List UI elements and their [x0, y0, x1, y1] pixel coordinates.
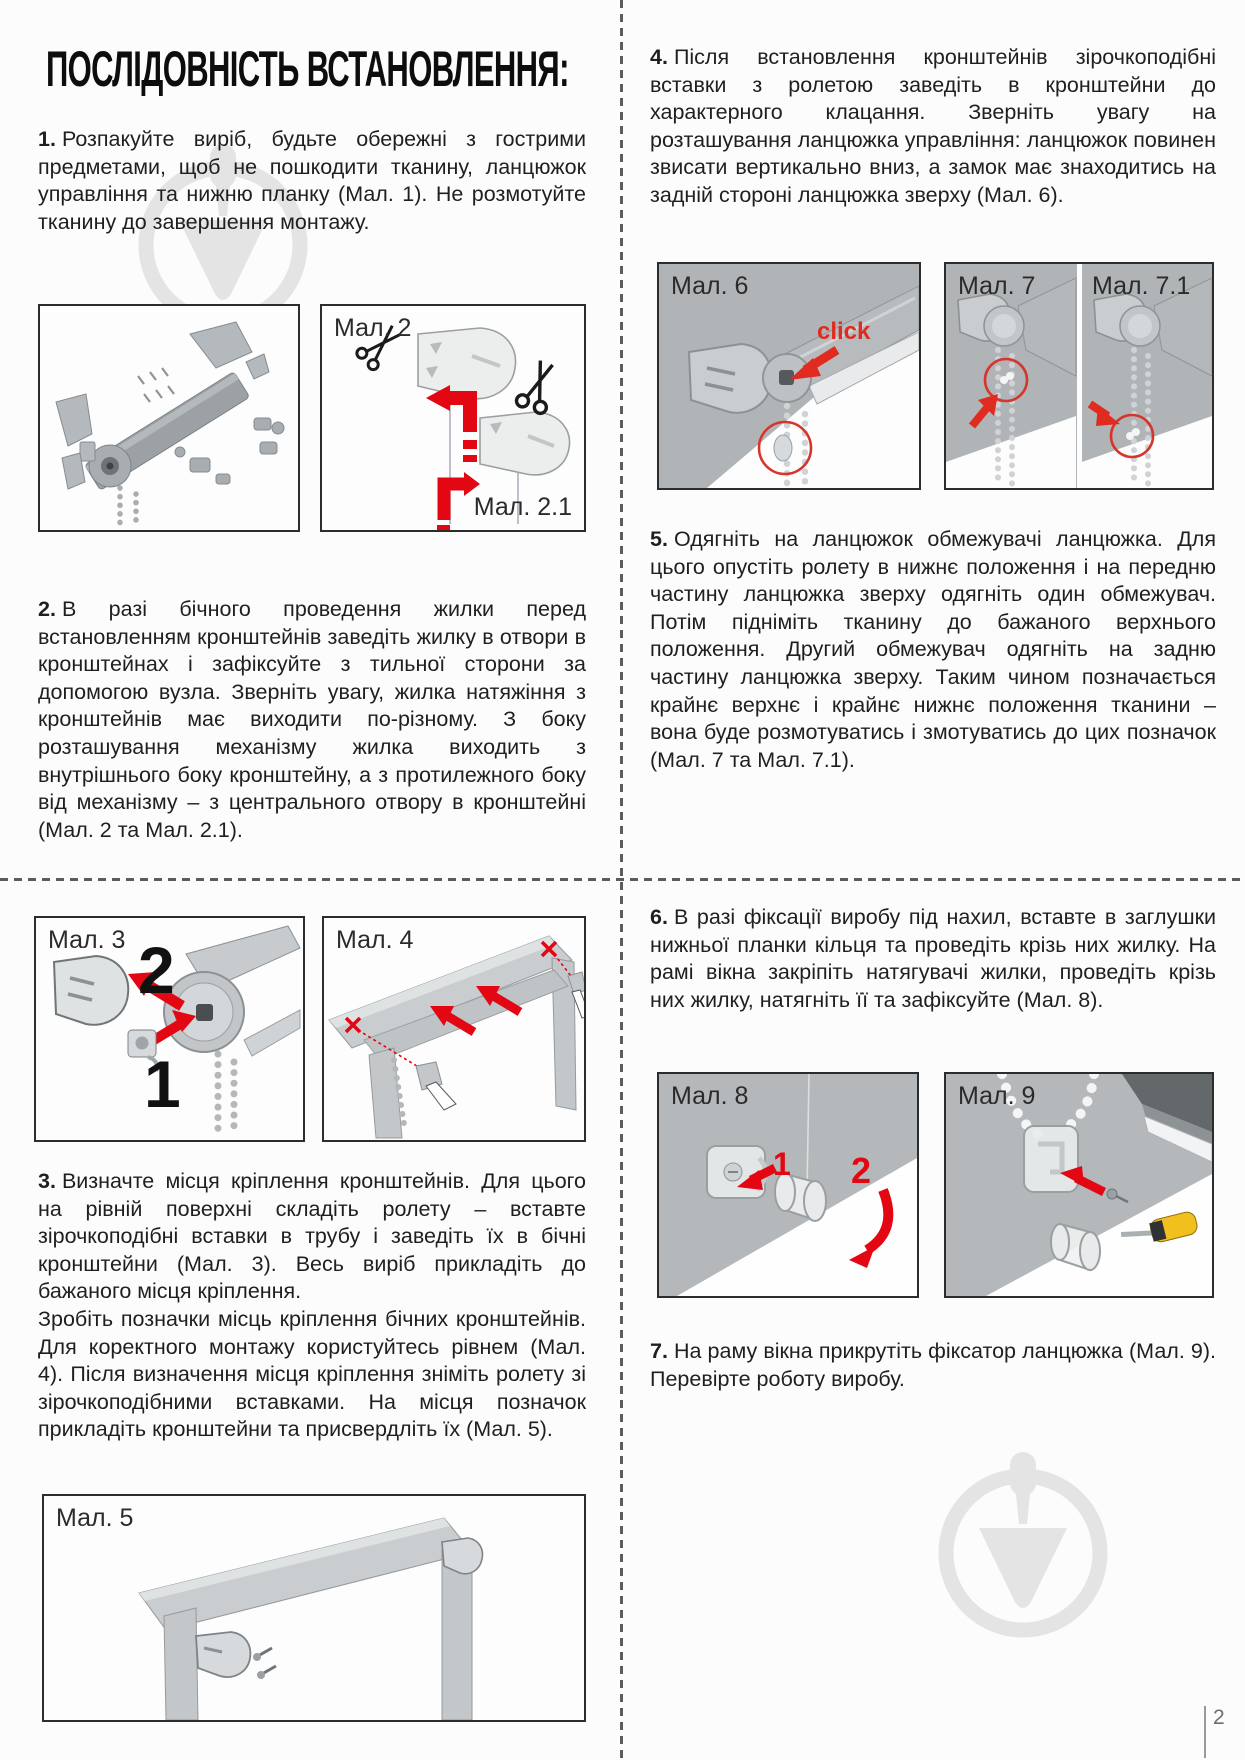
- step-text: В разі бічного проведення жилки перед встановленням кронштейнів заведіть жилку в отвори в кронштейнах і зафіксуйте з тильної сторони за допомогою вузла. Зверніть увагу, жилка натяжіння з кронштейнів має виходити по-різному. З боку розташування механізму жилка виходить з внутрішнього боку кронштейну, а з протилежного боку від механізму – з центрального отвору в кронштейні (Мал. 2 та Мал. 2.1).: [38, 597, 586, 842]
- click-annotation: click: [817, 318, 871, 345]
- panel-divider: [1077, 264, 1082, 488]
- step-2-paragraph: [38, 596, 586, 844]
- brand-watermark-icon: [933, 1450, 1113, 1645]
- section-divider-dashed: [0, 878, 1245, 881]
- step-text: Одягніть на ланцюжок обмежувачі ланцюжка. Для цього опустіть ролету в нижнє положення і на передню частину ланцюжка зверху одягніть один обмежувач. Потім підніміть тканину до бажаного верхнього положення. Другий обмежувач одягніть на задню частину ланцюжка зверху. Таким чином позначається крайнє верхнє і крайнє нижнє положення тканини – вона буде розмотуватись і змотуватись до цих позначок (Мал. 7 та Мал. 7.1).: [650, 527, 1216, 772]
- figure-label: Мал. 2.1: [473, 493, 572, 521]
- step-number: 6.: [650, 905, 668, 929]
- step-7-paragraph: [650, 1338, 1216, 1393]
- step-3-paragraph: [38, 1168, 586, 1444]
- figure-mal-9: [944, 1072, 1214, 1298]
- page-title: ПОСЛІДОВНІСТЬ ВСТАНОВЛЕННЯ:: [46, 41, 569, 97]
- sequence-number-1: 1: [144, 1047, 181, 1121]
- page-number: 2: [1213, 1706, 1225, 1729]
- page-number-rule: [1204, 1706, 1206, 1758]
- step-3-part-2: [38, 1306, 586, 1444]
- step-number: 1.: [38, 127, 56, 151]
- step-text: Зробіть позначки місць кріплення бічних кронштейнів. Для коректного монтажу користуйтесь рівнем (Мал. 4). Після визначення місця кріплення зніміть ролету зі зірочкоподібними вставками. На місця позначок прикладіть кронштейни та присвердліть їх (Мал. 5).: [38, 1306, 586, 1442]
- figure-label: Мал. 3: [48, 926, 126, 954]
- figure-mal-3: [34, 916, 305, 1142]
- step-5-paragraph: [650, 526, 1216, 774]
- step-4-paragraph: [650, 44, 1216, 210]
- fig1-illustration: [40, 306, 298, 530]
- step-number: 4.: [650, 45, 668, 69]
- step-number: 5.: [650, 527, 668, 551]
- step-text: Після встановлення кронштейнів зірочкоподібні вставки з ролетою заведіть в кронштейни до характерного клацання. Зверніть увагу на розташування ланцюжка управління: ланцюжок повинен звисати вертикально вниз, а замок має знаходитись на задній стороні ланцюжка зверху (Мал. 6).: [650, 45, 1216, 207]
- sequence-number-2: 2: [851, 1150, 872, 1191]
- figure-mal-2: [320, 304, 586, 532]
- step-1-paragraph: [38, 126, 586, 236]
- step-text: Визначте місця кріплення кронштейнів. Для цього на рівній поверхні складіть ролету – вставте зірочкоподібні вставки в трубу і заведіть їх в бічні кронштейни (Мал. 3). Весь виріб прикладіть до бажаного місця кріплення.: [38, 1169, 586, 1304]
- figure-mal-5: [42, 1494, 586, 1722]
- figure-label: Мал. 8: [671, 1082, 749, 1110]
- scissors-icon: [515, 357, 561, 415]
- sequence-number-2: 2: [138, 933, 175, 1007]
- step-number: 3.: [38, 1169, 56, 1193]
- figure-mal-1: [38, 304, 300, 532]
- step-text: Розпакуйте виріб, будьте обережні з гострими предметами, щоб не пошкодити тканину, ланцюжок управління та нижню планку (Мал. 1). Не розмотуйте тканину до завершення монтажу.: [38, 127, 586, 234]
- step-3-part-1: [38, 1168, 586, 1306]
- step-6-paragraph: [650, 904, 1216, 1014]
- step-text: В разі фіксації виробу під нахил, вставте в заглушки нижньої планки кільця та проведіть крізь них жилку. На рамі вікна закріпіть натягувачі жилки, проведіть крізь них жилку, натягніть її та зафіксуйте (Мал. 8).: [650, 905, 1216, 1012]
- figure-label: Мал. 4: [336, 926, 414, 954]
- sequence-number-1: 1: [773, 1146, 791, 1182]
- figure-label: Мал. 7.1: [1092, 272, 1191, 300]
- figure-label: Мал. 6: [671, 272, 749, 300]
- step-text: На раму вікна прикрутіть фіксатор ланцюжка (Мал. 9). Перевірте роботу виробу.: [650, 1339, 1216, 1391]
- step-number: 7.: [650, 1339, 668, 1363]
- figure-label: Мал. 7: [958, 272, 1036, 300]
- figure-label: Мал. 5: [56, 1504, 134, 1532]
- figure-label: Мал. 2: [334, 314, 412, 342]
- figure-mal-7-group: [944, 262, 1214, 490]
- figure-mal-6: [657, 262, 921, 490]
- figure-label: Мал. 9: [958, 1082, 1036, 1110]
- figure-mal-4: [322, 916, 586, 1142]
- figure-mal-8: [657, 1072, 919, 1298]
- step-number: 2.: [38, 597, 56, 621]
